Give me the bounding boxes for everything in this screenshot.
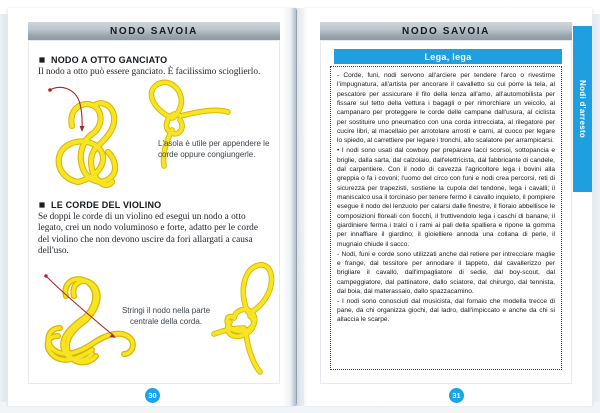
right-page-number	[449, 388, 464, 403]
left-page-number-label: 30	[148, 391, 157, 400]
chapter-side-tab-label: Nodi d'arresto	[578, 79, 587, 139]
lega-lega-box	[330, 49, 562, 374]
illustration-tightened-knot	[200, 256, 300, 376]
left-running-head	[28, 22, 280, 40]
section-body-le-corde-del-violino: Se doppi le corde di un violino ed esegui un nodo a otto legato, crei un nodo voluminoso e forte, adatto per le corde del violino che non devono uscire da fori allargati a causa dell'uso.	[38, 212, 258, 257]
rope-diagram-4	[200, 256, 300, 376]
right-page-edge	[591, 14, 600, 402]
section-heading-nodo-a-otto-ganciato	[38, 55, 167, 65]
left-running-head-label: NODO SAVOIA	[110, 25, 198, 37]
guide-arrow-head	[80, 126, 85, 132]
book-spine-line	[296, 10, 297, 404]
lega-paragraph: - I nodi sono conosciuti dal musicista, dal fornaio che modella trecce di pane, da chi organizza giochi, dal ladro, dall'impiccato e anche da chi si allaccia le scarpe.	[337, 297, 555, 324]
lega-paragraph: - Corde, funi, nodi servono all'arciere per tendere l'arco o rivestirne l'impugnatura, all'artista per ancorare il cavalletto su cui porre la tela, al pescatore per assicurare il filo della lenza all'amo, all'automobilista per fissare sul tetto della vettura i bagagli o per rimorchiare un veicolo, al campanaro per proteggere le corde delle campane dall'usura, al ciclista per sostituire uno pneumatico con una corda intrecciata, al rilegatore per cucire libri, al macellaio per arrotolare arrosti e carni, al cuoco per legare lo spiedo, al carrettiere per legare i tronchi, allo scalatore per arrampicarsi.	[337, 72, 555, 145]
caption-asola: L'asola è utile per appendere le corde oppure congiungerle.	[158, 139, 270, 159]
square-bullet-icon	[38, 56, 46, 64]
square-bullet-icon	[38, 201, 46, 209]
right-page-number-label: 31	[452, 391, 461, 400]
section-heading-label: NODO A OTTO GANCIATO	[51, 55, 168, 65]
section-heading-le-corde-del-violino	[38, 200, 161, 210]
guide-arrow-tail	[48, 88, 52, 92]
section-body-nodo-a-otto-ganciato: Il nodo a otto può essere ganciato. È facilissimo scioglierlo.	[38, 67, 261, 77]
guide-arrow-tail	[44, 274, 47, 277]
lega-lega-title: Lega, lega	[424, 51, 472, 62]
lega-paragraph: • I nodi sono usati dal cowboy per preparare lacci scorsoi, sottopancia e briglie, dalla sarta, dal calzolaio, dall'elettricista, dal fabbricante di candele, dal carpentiere. Con il nodo di cavezza l'agricoltore lega i bovini alla greppia o fa i covoni; l'uomo del circo con funi e nodi crea percorsi, reti di sicurezza per trapezisti, sostiene la cupola del tendone, lega i cavalli; il maniscalco usa il torcinaso per tenere fermo il cavallo inquieto, il pompiere esegue il nodo del lenzuolo per calarsi dalle finestre, il fioraio abbellisce le composizioni floreali con fiocchi, il fruttivendolo lega i caschi di banane, il giardiniere ferma i tralci o i rami ai pali della spalliera e ripone la gomma per innaffiare il giardino; il gioielliere annoda una collana di perle, il mugnaio chiude il sacco.	[337, 147, 555, 248]
chapter-side-tab	[573, 26, 592, 192]
right-running-head	[320, 22, 572, 40]
lega-lega-body	[330, 66, 562, 370]
lega-paragraph: - Nodi, funi e corde sono utilizzati anche dal retiere per intrecciare maglie e frange, dal tessitore per annodare il tappeto, dal cavallerizzo per brigliare il cavallo, dall'impagliatore di sedie, dal boy-scout, dal campeggiatore, dal pattinatore, dallo sciatore, dal chirurgo, dal tennista, dal boia, dal materassaio, dallo spazzacamino.	[337, 250, 555, 295]
lega-lega-header	[334, 49, 562, 64]
caption-stringi-il-nodo: Stringi il nodo nella parte centrale della corda.	[121, 306, 211, 326]
right-running-head-label: NODO SAVOIA	[402, 25, 490, 37]
section-heading-label: LE CORDE DEL VIOLINO	[51, 200, 162, 210]
left-page-number	[145, 388, 160, 403]
